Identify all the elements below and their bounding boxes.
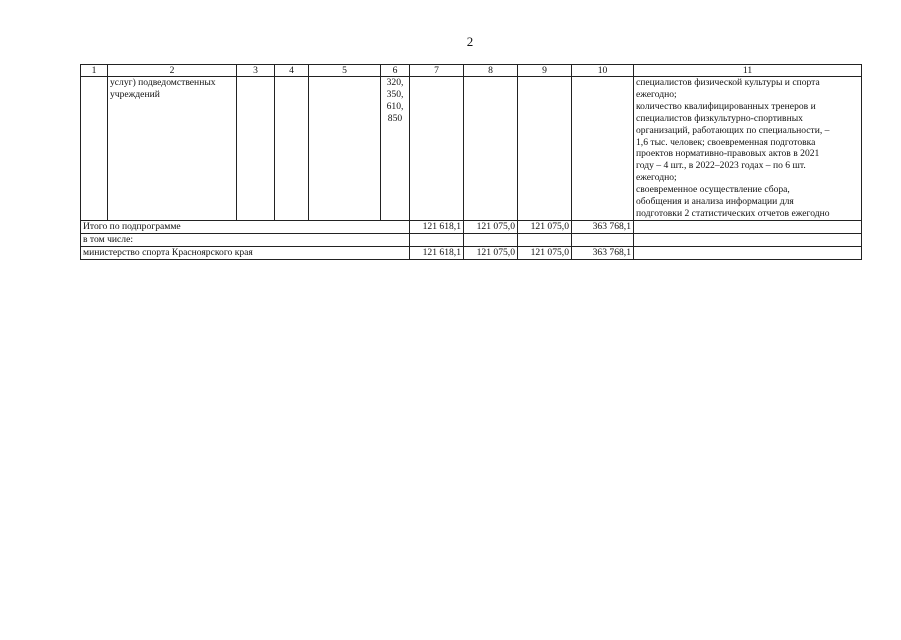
including-col7 <box>410 233 464 246</box>
cell-col1 <box>81 77 108 221</box>
cell-line: организаций, работающих по специальности, – <box>636 124 830 136</box>
page-number: 2 <box>466 34 474 49</box>
header-cell: 9 <box>518 65 572 77</box>
cell-line: 1,6 тыс. человек; своевременная подготовка <box>636 136 816 148</box>
cell-col7 <box>410 77 464 221</box>
header-cell: 6 <box>381 65 410 77</box>
cell-line: ежегодно; <box>636 88 677 100</box>
total-col9: 121 075,0 <box>518 220 572 233</box>
including-row <box>81 233 862 246</box>
table-header-row <box>81 65 862 77</box>
table-row <box>81 77 862 221</box>
header-cell: 5 <box>309 65 381 77</box>
including-col11 <box>634 233 862 246</box>
budget-table <box>80 64 862 260</box>
cell-col11 <box>634 77 862 221</box>
ministry-label: министерство спорта Красноярского края <box>81 246 410 259</box>
ministry-col7: 121 618,1 <box>410 246 464 259</box>
ministry-col8: 121 075,0 <box>464 246 518 259</box>
total-row <box>81 220 862 233</box>
including-col10 <box>572 233 634 246</box>
header-cell: 1 <box>81 65 108 77</box>
cell-line: учреждений <box>110 88 160 100</box>
cell-line: 350, <box>386 88 404 100</box>
cell-line: подготовки 2 статистических отчетов ежегодно <box>636 207 830 219</box>
cell-col5 <box>309 77 381 221</box>
total-col10: 363 768,1 <box>572 220 634 233</box>
total-col7: 121 618,1 <box>410 220 464 233</box>
cell-line: проектов нормативно-правовых актов в 2021 <box>636 148 820 160</box>
header-cell: 2 <box>108 65 237 77</box>
cell-col10 <box>572 77 634 221</box>
cell-col6 <box>381 77 410 221</box>
cell-line: своевременное осуществление сбора, <box>636 184 790 196</box>
total-label: Итого по подпрограмме <box>81 220 410 233</box>
cell-line: ежегодно; <box>636 172 677 184</box>
header-cell: 11 <box>634 65 862 77</box>
header-cell: 4 <box>275 65 309 77</box>
cell-line: количество квалифицированных тренеров и <box>636 100 816 112</box>
cell-col8 <box>464 77 518 221</box>
cell-line: году – 4 шт., в 2022–2023 годах – по 6 шт. <box>636 160 806 172</box>
cell-line: обобщения и анализа информации для <box>636 196 794 208</box>
cell-line: услуг) подведомственных <box>110 77 216 88</box>
cell-line: 610, <box>386 100 404 112</box>
ministry-row <box>81 246 862 259</box>
cell-col3 <box>237 77 275 221</box>
total-col11 <box>634 220 862 233</box>
cell-col9 <box>518 77 572 221</box>
cell-line: 850 <box>387 112 403 124</box>
including-col8 <box>464 233 518 246</box>
header-cell: 7 <box>410 65 464 77</box>
cell-line: специалистов физкультурно-спортивных <box>636 112 803 124</box>
ministry-col9: 121 075,0 <box>518 246 572 259</box>
header-cell: 3 <box>237 65 275 77</box>
header-cell: 10 <box>572 65 634 77</box>
header-cell: 8 <box>464 65 518 77</box>
cell-col4 <box>275 77 309 221</box>
cell-col2 <box>108 77 237 221</box>
total-col8: 121 075,0 <box>464 220 518 233</box>
ministry-col10: 363 768,1 <box>572 246 634 259</box>
including-label: в том числе: <box>81 233 410 246</box>
ministry-col11 <box>634 246 862 259</box>
cell-line: специалистов физической культуры и спорта <box>636 77 820 88</box>
cell-line: 320, <box>386 77 404 88</box>
including-col9 <box>518 233 572 246</box>
